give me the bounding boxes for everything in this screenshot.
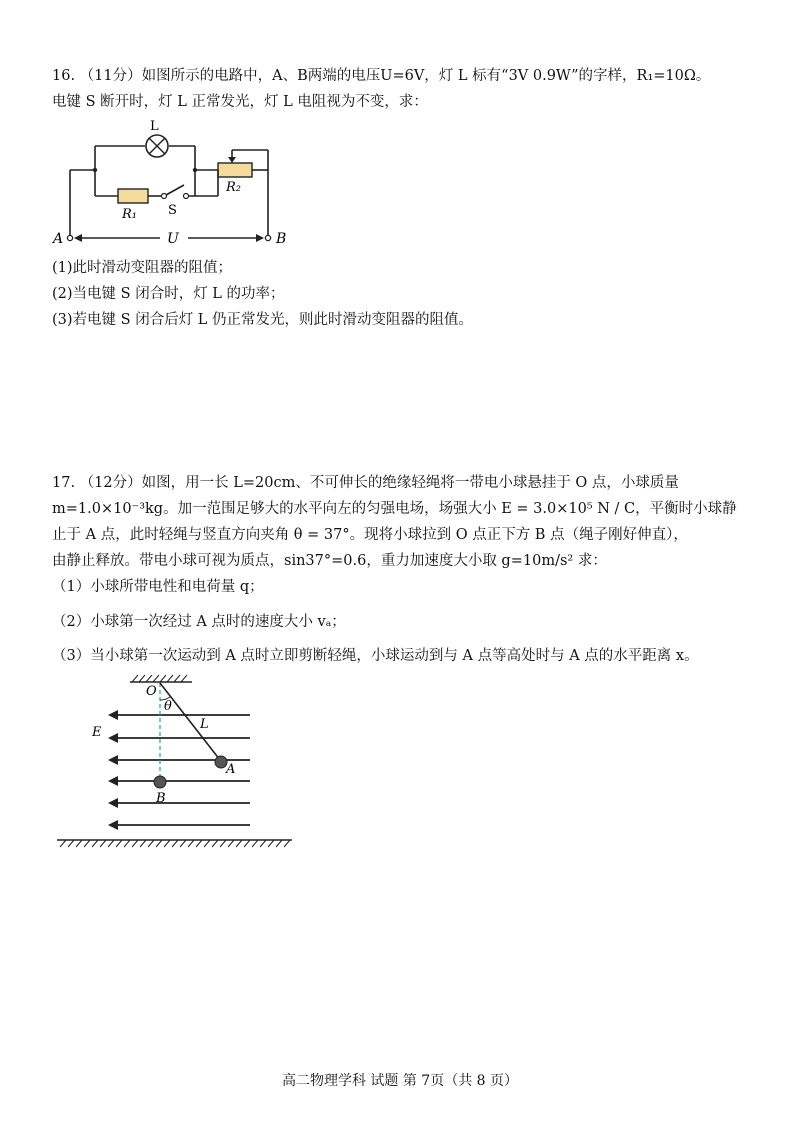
q17-text-line-3: 止于 A 点，此时轻绳与竖直方向夹角 θ = 37°。现将小球拉到 O 点正下方 B 点（绳子刚好伸直）， (52, 527, 688, 543)
q17-sub-3: （3）当小球第一次运动到 A 点时立即剪断轻绳，小球运动到与 A 点等高处时与 A 点的水平距离 x。 (52, 648, 699, 664)
q16-sub-1: (1)此时滑动变阻器的阻值； (52, 260, 233, 276)
point-o-label: O (146, 684, 157, 699)
field-e-label: E (92, 725, 102, 740)
switch-label: S (168, 203, 177, 218)
ball-b (154, 776, 166, 788)
q16-sub-2: (2)当电键 S 闭合时，灯 L 的功率； (52, 286, 285, 302)
page-footer: 高二物理学科 试题 第 7页（共 8 页） (281, 1073, 519, 1089)
q17-sub-2: （2）小球第一次经过 A 点时的速度大小 vₐ； (52, 614, 346, 630)
q17-sub-1: （1）小球所带电性和电荷量 q； (52, 579, 264, 595)
switch-icon (162, 185, 189, 199)
q17-text-line-1: 17. （12分）如图，用一长 L=20cm、不可伸长的绝缘轻绳将一带电小球悬挂于 O 点，小球质量 (52, 475, 679, 491)
q16-sub-3: (3)若电键 S 闭合后灯 L 仍正常发光，则此时滑动变阻器的阻值。 (52, 312, 474, 328)
q17-text-line-4: 由静止释放。带电小球可视为质点，sin37°=0.6，重力加速度大小取 g=10m/s² 求： (52, 553, 607, 569)
ball-a-label: A (226, 762, 236, 777)
r1-resistor (118, 189, 148, 203)
r1-label: R₁ (122, 207, 137, 222)
q16-circuit-diagram (50, 118, 290, 253)
theta-label: θ (164, 699, 172, 714)
q17-pendulum-diagram (52, 670, 302, 850)
lamp-label: L (150, 119, 159, 134)
ball-b-label: B (156, 791, 166, 806)
lamp-icon (146, 135, 168, 157)
point-a-label: A (53, 231, 64, 247)
r2-label: R₂ (226, 180, 241, 195)
u-label: U (167, 231, 179, 247)
q17-text-line-2: m=1.0×10⁻³kg。加一范围足够大的水平向左的匀强电场，场强大小 E = 3.0×10⁵ N / C，平衡时小球静 (52, 501, 737, 517)
q16-text-line-2: 电键 S 断开时，灯 L 正常发光，灯 L 电阻视为不变，求： (52, 94, 428, 110)
point-b-label: B (276, 231, 287, 247)
q16-text-line-1: 16. （11分）如图所示的电路中，A、B两端的电压U=6V，灯 L 标有“3V 0.9W”的字样，R₁=10Ω。 (52, 68, 711, 84)
r2-rheostat (218, 163, 252, 177)
length-label: L (200, 717, 209, 732)
